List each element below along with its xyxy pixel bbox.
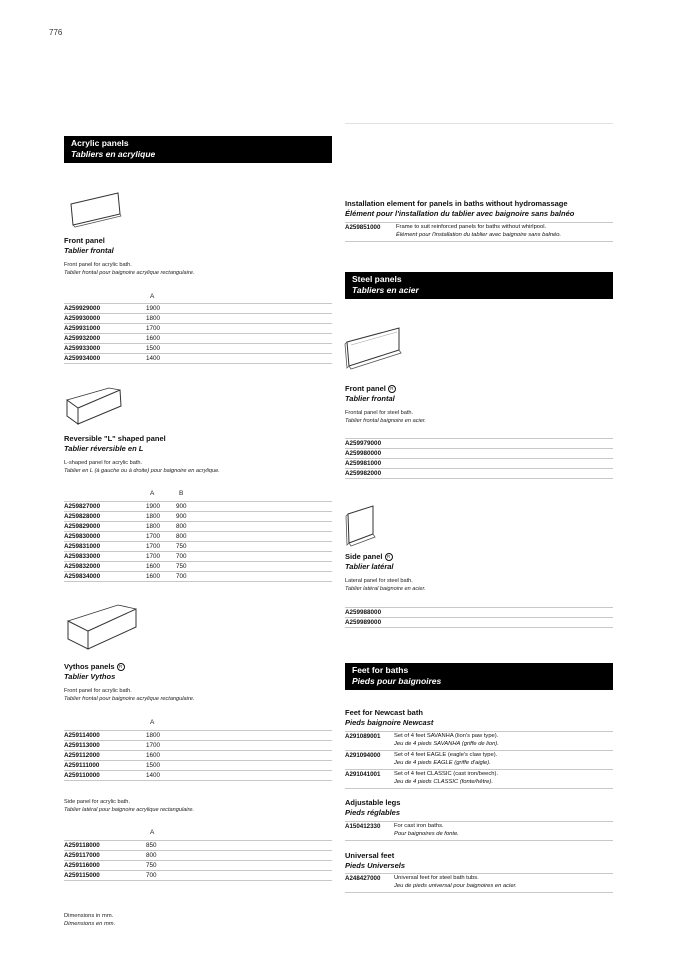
table-row xyxy=(64,324,332,334)
table-row xyxy=(345,751,613,770)
article-code: A150412330 xyxy=(345,822,394,841)
dimension-a: 1400 xyxy=(146,354,332,364)
article-code: A248427000 xyxy=(345,874,394,893)
dimension-a: 1800 xyxy=(146,314,332,324)
table-row xyxy=(64,572,332,582)
section-title: Feet for baths xyxy=(352,665,409,675)
table-row xyxy=(345,608,613,618)
vythos-side-desc-en: Side panel for acrylic bath. xyxy=(64,799,130,805)
vythos-panel-desc xyxy=(64,688,194,703)
article-code: A259989000 xyxy=(345,618,613,628)
table-row xyxy=(345,732,613,751)
table-row xyxy=(64,542,332,552)
table-row xyxy=(64,552,332,562)
acrylic-panels-header xyxy=(64,136,332,163)
feet-for-baths-header xyxy=(345,663,613,690)
article-code: A259118000 xyxy=(64,841,146,851)
table-row xyxy=(345,822,613,841)
newcast-feet-title-fr: Pieds baignoire Newcast xyxy=(345,718,434,727)
article-code: A259113000 xyxy=(64,741,146,751)
table-row xyxy=(64,562,332,572)
table-row xyxy=(64,502,332,512)
article-desc-fr: Pour baignoires de fonte. xyxy=(394,830,459,837)
dimension-a: 800 xyxy=(146,851,332,861)
article-code: A259834000 xyxy=(64,572,146,582)
dimension-a: 1800 xyxy=(146,731,332,741)
dimension-a: 1700 xyxy=(146,741,332,751)
article-desc xyxy=(394,874,613,893)
universal-feet-title-fr: Pieds Universels xyxy=(345,861,406,870)
article-code: A259116000 xyxy=(64,861,146,871)
col-header-a: A xyxy=(150,293,155,300)
installation-title-fr: Élément pour l'installation du tablier avec baignoire sans balnéo xyxy=(345,209,575,218)
dimension-b: 800 xyxy=(176,532,332,542)
steel-panels-header xyxy=(345,272,613,299)
dimension-a: 1800 xyxy=(146,522,176,532)
table-row xyxy=(345,770,613,789)
front-panel-desc-fr: Tablier frontal pour baignoire acrylique rectangulaire. xyxy=(64,269,195,276)
installation-table xyxy=(345,222,613,242)
dimension-b: 800 xyxy=(176,522,332,532)
newcast-feet-table xyxy=(345,731,613,789)
dimension-b: 900 xyxy=(176,512,332,522)
front-panel-desc xyxy=(64,262,194,277)
universal-feet-title-en: Universal feet xyxy=(345,851,395,860)
article-desc-en: Set of 4 feet SAVANHA (lion's paw type). xyxy=(394,733,499,739)
article-code: A259110000 xyxy=(64,771,146,781)
article-code: A259982000 xyxy=(345,469,613,479)
article-code: A259117000 xyxy=(64,851,146,861)
vythos-panel-title-fr: Tablier Vythos xyxy=(64,672,116,681)
vythos-panel-desc-fr: Tablier frontal pour baignoire acrylique rectangulaire. xyxy=(64,695,195,702)
dimension-a: 1700 xyxy=(146,324,332,334)
dimension-a: 750 xyxy=(146,861,332,871)
dimensions-note xyxy=(64,913,115,928)
article-code: A259833000 xyxy=(64,552,146,562)
table-row xyxy=(345,874,613,893)
registered-mark-icon: R xyxy=(385,553,393,561)
newcast-feet-title xyxy=(345,708,433,728)
article-code: A259988000 xyxy=(345,608,613,618)
table-row xyxy=(345,469,613,479)
article-code: A259829000 xyxy=(64,522,146,532)
table-row xyxy=(64,532,332,542)
front-panel-title xyxy=(64,236,114,256)
article-desc-fr: Élément pour l'installation du tablier avec baignoire sans balnéo. xyxy=(396,231,562,238)
article-desc xyxy=(396,223,613,242)
article-desc xyxy=(394,732,613,751)
l-shaped-panel-title-fr: Tablier réversible en L xyxy=(64,444,144,453)
article-desc-fr: Jeu de 4 pieds CLASSIC (fonte/hêtre). xyxy=(394,778,493,785)
table-row xyxy=(64,771,332,781)
steel-side-panel-title xyxy=(345,552,394,572)
steel-side-panel-desc-fr: Tablier latéral baignoire en acier. xyxy=(345,585,426,592)
steel-front-panel-desc-en: Frontal panel for steel bath. xyxy=(345,410,414,416)
l-shaped-panel-desc-en: L-shaped panel for acrylic bath. xyxy=(64,460,143,466)
article-code: A259929000 xyxy=(64,304,146,314)
steel-side-panel-title-en: Side panel xyxy=(345,552,383,561)
article-code: A259831000 xyxy=(64,542,146,552)
front-panel-table xyxy=(64,303,332,364)
vythos-side-desc xyxy=(64,799,194,814)
col-header-a: A xyxy=(150,829,155,836)
newcast-feet-title-en: Feet for Newcast bath xyxy=(345,708,423,717)
dimensions-note-en: Dimensions in mm. xyxy=(64,913,114,919)
section-title-fr: Tabliers en acier xyxy=(352,285,419,295)
dimension-a: 1500 xyxy=(146,761,332,771)
table-row xyxy=(64,304,332,314)
dimension-a: 1700 xyxy=(146,532,176,542)
dimension-a: 1600 xyxy=(146,751,332,761)
dimension-b: 750 xyxy=(176,542,332,552)
article-code: A291089001 xyxy=(345,732,394,751)
steel-side-panel-table xyxy=(345,607,613,628)
section-title-fr: Tabliers en acrylique xyxy=(71,149,156,159)
registered-mark-icon: R xyxy=(117,663,125,671)
dimension-a: 1500 xyxy=(146,344,332,354)
steel-front-panel-title-fr: Tablier frontal xyxy=(345,394,395,403)
article-code: A259980000 xyxy=(345,449,613,459)
table-row xyxy=(64,354,332,364)
section-title: Acrylic panels xyxy=(71,138,129,148)
article-code: A291041001 xyxy=(345,770,394,789)
article-code: A291094000 xyxy=(345,751,394,770)
steel-side-panel-image xyxy=(343,502,381,548)
dimension-b: 750 xyxy=(176,562,332,572)
table-row xyxy=(64,344,332,354)
dimension-a: 1600 xyxy=(146,562,176,572)
article-code: A259830000 xyxy=(64,532,146,542)
section-title-fr: Pieds pour baignoires xyxy=(352,676,442,686)
adjustable-legs-title-fr: Pieds réglables xyxy=(345,808,401,817)
article-code: A259934000 xyxy=(64,354,146,364)
article-code: A259851000 xyxy=(345,223,396,242)
universal-feet-title xyxy=(345,851,405,871)
dimension-a: 1800 xyxy=(146,512,176,522)
installation-title-en: Installation element for panels in baths without hydromassage xyxy=(345,199,568,208)
adjustable-legs-title-en: Adjustable legs xyxy=(345,798,401,807)
dimension-a: 1600 xyxy=(146,572,176,582)
article-desc-en: Set of 4 feet EAGLE (eagle's claw type). xyxy=(394,752,498,758)
front-panel-image xyxy=(68,190,124,228)
article-code: A259115000 xyxy=(64,871,146,881)
dimension-a: 850 xyxy=(146,841,332,851)
table-row xyxy=(345,439,613,449)
adjustable-legs-title xyxy=(345,798,400,818)
dimension-a: 1600 xyxy=(146,334,332,344)
front-panel-desc-en: Front panel for acrylic bath. xyxy=(64,262,132,268)
l-shaped-panel-table xyxy=(64,501,332,582)
article-desc xyxy=(394,751,613,770)
dimensions-note-fr: Dimensions en mm. xyxy=(64,920,116,927)
article-desc-en: Frame to suit reinforced panels for baths without whirlpool. xyxy=(396,224,547,230)
col-header-a: A xyxy=(150,490,155,497)
universal-feet-table xyxy=(345,873,613,893)
table-row xyxy=(64,841,332,851)
l-shaped-panel-title xyxy=(64,434,166,454)
table-row xyxy=(64,314,332,324)
article-desc-en: For cast iron baths. xyxy=(394,823,444,829)
table-row xyxy=(64,851,332,861)
dimension-a: 700 xyxy=(146,871,332,881)
table-row xyxy=(64,741,332,751)
article-desc-en: Universal feet for steel bath tubs. xyxy=(394,875,479,881)
dimension-a: 1700 xyxy=(146,542,176,552)
article-desc xyxy=(394,822,613,841)
vythos-front-table xyxy=(64,730,332,781)
adjustable-legs-table xyxy=(345,821,613,841)
article-code: A259932000 xyxy=(64,334,146,344)
vythos-panel-desc-en: Front panel for acrylic bath. xyxy=(64,688,132,694)
dimension-b: 700 xyxy=(176,572,332,582)
article-code: A259981000 xyxy=(345,459,613,469)
vythos-panel-title xyxy=(64,662,125,682)
article-code: A259827000 xyxy=(64,502,146,512)
table-row xyxy=(64,871,332,881)
dimension-a: 1900 xyxy=(146,304,332,314)
steel-side-panel-desc-en: Lateral panel for steel bath. xyxy=(345,578,413,584)
article-code: A259114000 xyxy=(64,731,146,741)
article-code: A259931000 xyxy=(64,324,146,334)
front-panel-title-fr: Tablier frontal xyxy=(64,246,114,255)
article-code: A259832000 xyxy=(64,562,146,572)
steel-front-panel-title xyxy=(345,384,396,404)
article-code: A259828000 xyxy=(64,512,146,522)
table-row xyxy=(64,522,332,532)
dimension-a: 1900 xyxy=(146,502,176,512)
front-panel-title-en: Front panel xyxy=(64,236,105,245)
table-row xyxy=(345,459,613,469)
page-number: 776 xyxy=(49,28,63,37)
table-row xyxy=(64,512,332,522)
steel-front-panel-title-en: Front panel xyxy=(345,384,386,393)
vythos-side-table xyxy=(64,840,332,881)
l-shaped-panel-title-en: Reversible "L" shaped panel xyxy=(64,434,166,443)
dimension-b: 900 xyxy=(176,502,332,512)
l-shaped-panel-desc-fr: Tablier en L (à gauche ou à droite) pour baignoire en acrylique. xyxy=(64,467,220,474)
steel-front-panel-image xyxy=(343,324,405,372)
steel-front-panel-desc-fr: Tablier frontal baignoire en acier. xyxy=(345,417,427,424)
article-desc-en: Set of 4 feet CLASSIC (cast iron/beech). xyxy=(394,771,499,777)
article-code: A259111000 xyxy=(64,761,146,771)
steel-side-panel-desc xyxy=(345,578,426,593)
article-code: A259112000 xyxy=(64,751,146,761)
table-row xyxy=(345,223,613,242)
col-header-a: A xyxy=(150,719,155,726)
article-code: A259930000 xyxy=(64,314,146,324)
table-row xyxy=(345,449,613,459)
vythos-panel-image xyxy=(64,603,140,653)
table-row xyxy=(64,334,332,344)
dimension-b: 700 xyxy=(176,552,332,562)
article-code: A259979000 xyxy=(345,439,613,449)
article-desc-fr: Jeu de 4 pieds SAVANHA (griffe de lion). xyxy=(394,740,499,747)
table-row xyxy=(64,731,332,741)
installation-title xyxy=(345,199,574,219)
article-desc-fr: Jeu de 4 pieds EAGLE (griffe d'aigle). xyxy=(394,759,491,766)
table-row xyxy=(345,618,613,628)
table-row xyxy=(64,761,332,771)
dimension-a: 1400 xyxy=(146,771,332,781)
col-header-b: B xyxy=(179,490,184,497)
article-desc xyxy=(394,770,613,789)
dimension-a: 1700 xyxy=(146,552,176,562)
l-shaped-panel-desc xyxy=(64,460,220,475)
steel-side-panel-title-fr: Tablier latéral xyxy=(345,562,394,571)
article-desc-fr: Jeu de pieds universal pour baignoires en acier. xyxy=(394,882,517,889)
table-row xyxy=(64,861,332,871)
top-rule xyxy=(345,123,613,124)
steel-front-panel-table xyxy=(345,438,613,479)
steel-front-panel-desc xyxy=(345,410,426,425)
registered-mark-icon: R xyxy=(388,385,396,393)
article-code: A259933000 xyxy=(64,344,146,354)
vythos-panel-title-en: Vythos panels xyxy=(64,662,115,671)
section-title: Steel panels xyxy=(352,274,402,284)
l-shaped-panel-image xyxy=(64,386,124,426)
table-row xyxy=(64,751,332,761)
vythos-side-desc-fr: Tablier latéral pour baignoire acrylique rectangulaire. xyxy=(64,806,195,813)
